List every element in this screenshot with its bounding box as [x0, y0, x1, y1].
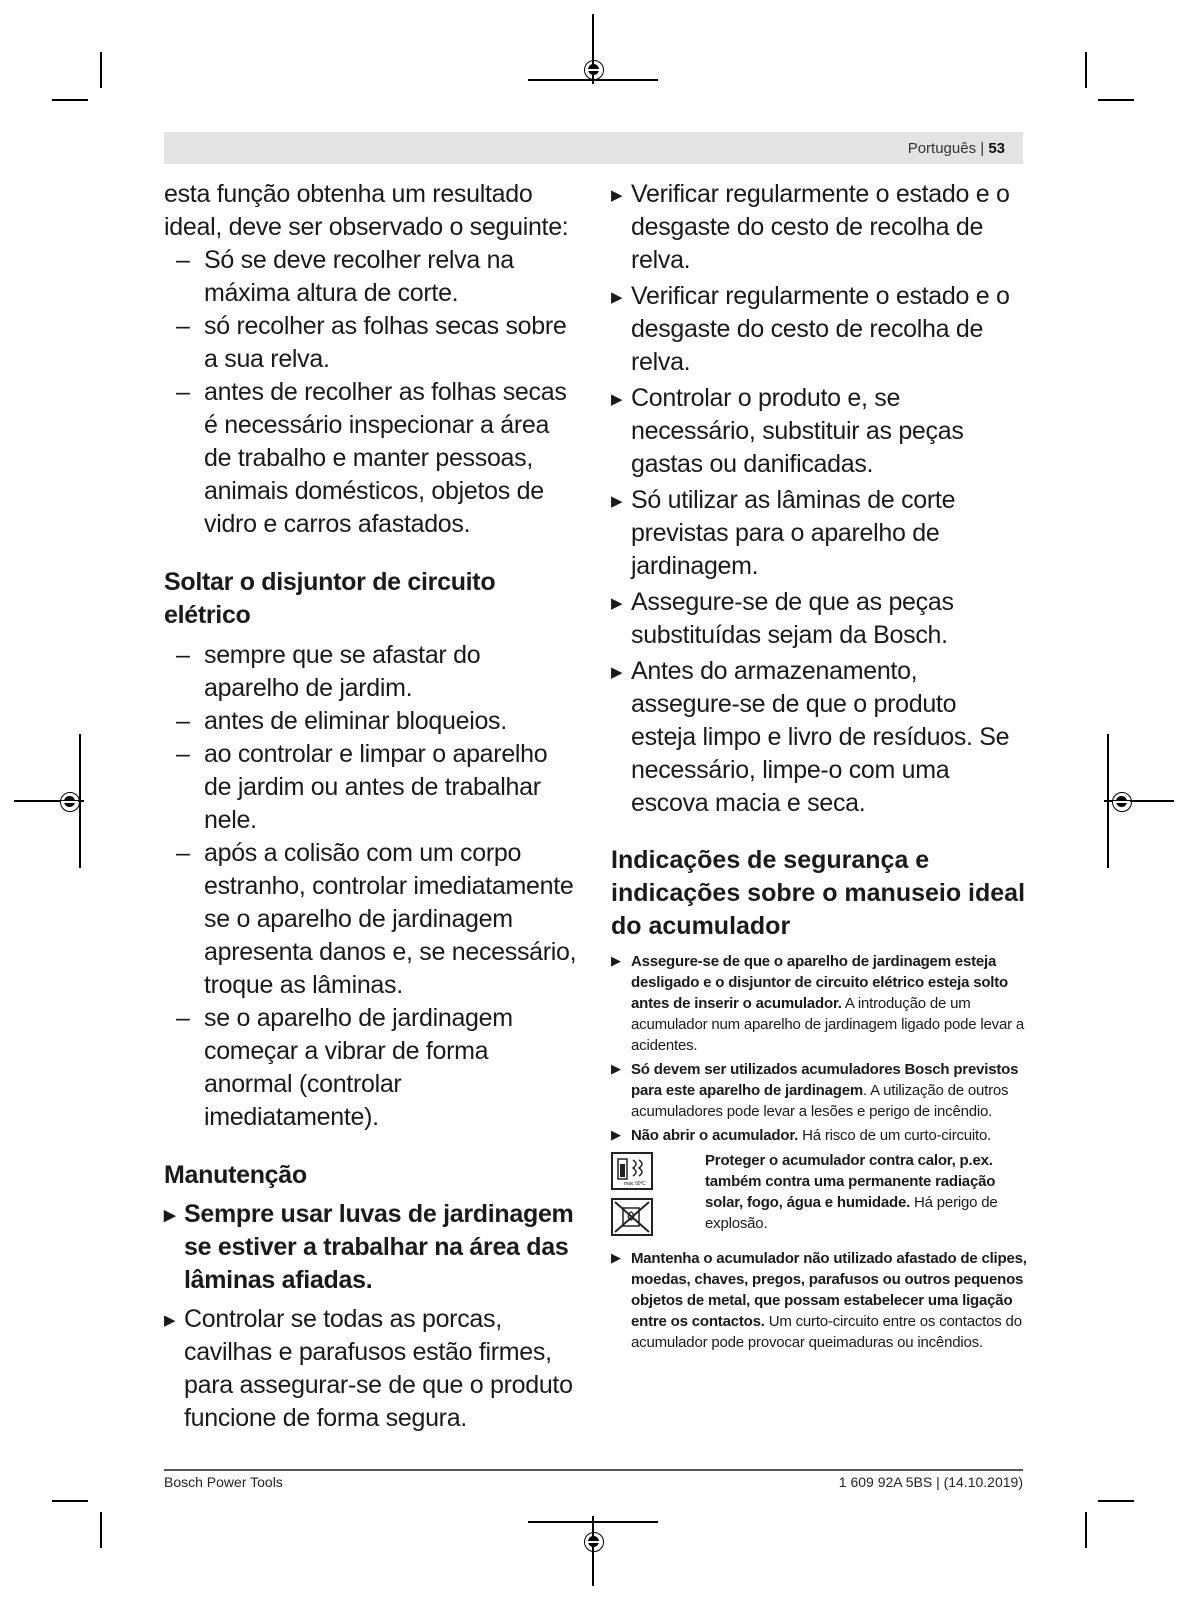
list-item: – se o aparelho de jardinagem começar a vibrar de forma anormal (controlar imediatamente). [164, 1002, 579, 1134]
registration-target-icon [584, 60, 604, 80]
triangle-bullet-icon: ▶ [611, 1061, 621, 1076]
list-item: ▶ Sempre usar luvas de jardinagem se estiver a trabalhar na área das lâminas afiadas. [164, 1200, 574, 1294]
crop-mark [52, 99, 88, 101]
registration-target-icon [584, 1532, 604, 1552]
maintenance-bullets [611, 178, 1027, 820]
list-item: ▶ Não abrir o acumulador. Há risco de um curto-circuito. [611, 1127, 992, 1144]
list-item: – ao controlar e limpar o aparelho de jardim ou antes de trabalhar nele. [164, 738, 579, 837]
list-item: ▶ Mantenha o acumulador não utilizado afastado de clipes, moedas, chaves, pregos, parafusos ou outros pequenos objetos de metal, que possam estabelecer uma ligação entre os contactos. Um curto-circuito entre os contactos do acumulador pode provocar queimaduras ou incêndios. [611, 1250, 1027, 1351]
triangle-bullet-icon: ▶ [611, 1127, 621, 1142]
list-item: ▶ Controlar se todas as porcas, cavilhas e parafusos estão firmes, para assegurar-se de que o produto funcione de forma segura. [164, 1305, 573, 1432]
footer-brand: Bosch Power Tools [164, 1474, 283, 1490]
heat-warning [611, 1150, 1027, 1242]
triangle-bullet-icon: ▶ [164, 1312, 176, 1329]
list-item: – Só se deve recolher relva na máxima altura de corte. [164, 244, 579, 310]
section-heading: Manutenção [164, 1161, 307, 1189]
list-item: ▶ Verificar regularmente o estado e o desgaste do cesto de recolha de relva. [611, 282, 1010, 376]
battery-safety-list-2 [611, 1248, 1027, 1353]
list-item: ▶ Só utilizar as lâminas de corte previstas para o aparelho de jardinagem. [611, 486, 956, 580]
intro-paragraph: esta função obtenha um resultado ideal, deve ser observado o seguinte: [164, 180, 569, 241]
heat-warning-text: Proteger o acumulador contra calor, p.ex. também contra uma permanente radiação solar, fogo, água e humidade. Há perigo de explosão. [705, 1152, 998, 1232]
intro-list [164, 244, 579, 541]
list-item: – antes de eliminar bloqueios. [164, 705, 579, 738]
triangle-bullet-icon: ▶ [611, 664, 623, 681]
list-item: ▶ Só devem ser utilizados acumuladores Bosch previstos para este aparelho de jardinagem. A utilização de outros acumuladores pode levar a lesões e perigo de incêndio. [611, 1061, 1019, 1120]
crop-mark [1085, 1512, 1087, 1548]
maintenance-list [164, 1198, 579, 1435]
triangle-bullet-icon: ▶ [611, 595, 623, 612]
list-item: ▶ Verificar regularmente o estado e o desgaste do cesto de recolha de relva. [611, 180, 1010, 274]
triangle-bullet-icon: ▶ [611, 493, 623, 510]
crop-mark [100, 1512, 102, 1548]
crop-mark [1098, 1500, 1134, 1502]
triangle-bullet-icon: ▶ [164, 1207, 176, 1224]
max-temperature-label: max. 50°C [624, 1181, 646, 1187]
list-item: ▶ Antes do armazenamento, assegure-se de que o produto esteja limpo e livro de resíduos. Se necessário, limpe-o com uma escova macia e seca. [611, 657, 1010, 817]
crop-mark [100, 52, 102, 88]
section-heading: Indicações de segurança e indicações sobre o manuseio ideal do acumulador [611, 846, 1026, 940]
list-item: – só recolher as folhas secas sobre a sua relva. [164, 310, 579, 376]
triangle-bullet-icon: ▶ [611, 289, 623, 306]
section-heading: Soltar o disjuntor de circuito elétrico [164, 568, 496, 629]
crop-mark [1085, 52, 1087, 88]
battery-safety-list [611, 951, 1027, 1146]
triangle-bullet-icon: ▶ [611, 187, 623, 204]
crop-mark [1098, 99, 1134, 101]
registration-target-icon [1112, 792, 1132, 812]
header-language: Português [907, 140, 977, 157]
no-fire-water-icon [611, 1198, 653, 1236]
footer-document-code: 1 609 92A 5BS | (14.10.2019) [838, 1474, 1023, 1490]
list-item: – antes de recolher as folhas secas é necessário inspecionar a área de trabalho e manter pessoas, animais domésticos, objetos de vidro e carros afastados. [164, 376, 579, 541]
max-temperature-icon [611, 1152, 653, 1190]
page-number: 53 [988, 140, 1005, 157]
list-item: – sempre que se afastar do aparelho de jardim. [164, 639, 579, 705]
triangle-bullet-icon: ▶ [611, 1250, 621, 1265]
circuit-breaker-list [164, 639, 579, 1134]
header-text: Português | 53 [907, 140, 1005, 157]
triangle-bullet-icon: ▶ [611, 953, 621, 968]
registration-target-icon [60, 792, 80, 812]
list-item: ▶ Assegure-se de que as peças substituídas sejam da Bosch. [611, 588, 954, 649]
list-item: – após a colisão com um corpo estranho, controlar imediatamente se o aparelho de jardinagem apresenta danos e, se necessário, troque as lâminas. [164, 837, 579, 1002]
list-item: ▶ Controlar o produto e, se necessário, substituir as peças gastas ou danificadas. [611, 384, 964, 478]
triangle-bullet-icon: ▶ [611, 391, 623, 408]
left-column [164, 178, 579, 1435]
list-item: ▶ Assegure-se de que o aparelho de jardinagem esteja desligado e o disjuntor de circuito elétrico esteja solto antes de inserir o acumulador. A introdução de um acumulador num aparelho de jardinagem ligado pode levar a acidentes. [611, 953, 1025, 1054]
registration-line [528, 1521, 658, 1523]
right-column [611, 178, 1027, 1353]
page-header [164, 132, 1023, 164]
crop-mark [52, 1500, 88, 1502]
footer-rule [164, 1469, 1023, 1471]
